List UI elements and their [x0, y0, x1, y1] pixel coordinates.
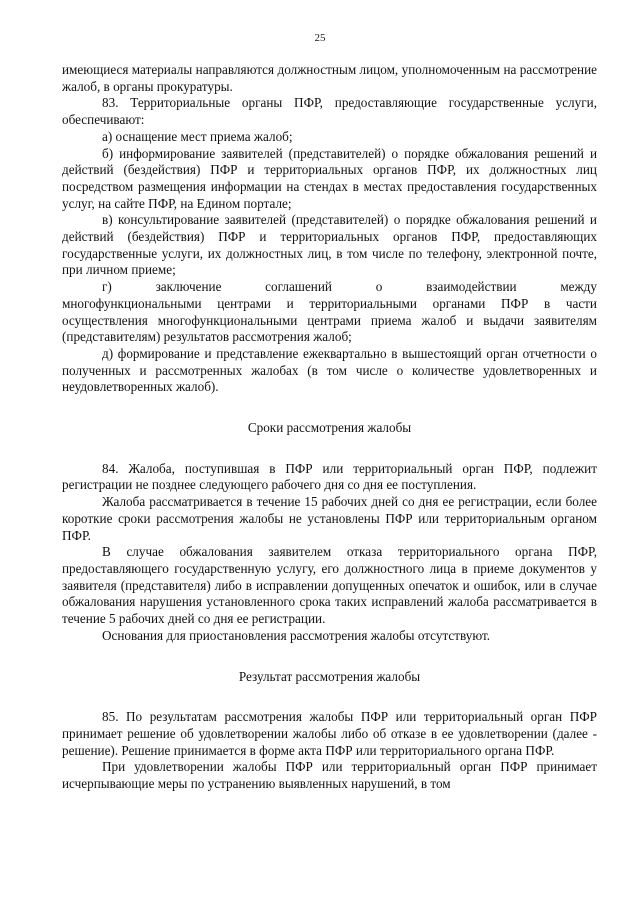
paragraph-continuation: имеющиеся материалы направляются должностным лицом, уполномоченным на рассмотрение жалоб, в органы прокуратуры.	[62, 62, 597, 94]
word: г)	[102, 279, 112, 295]
word: заключение	[155, 279, 222, 295]
paragraph-84-term: Жалоба рассматривается в течение 15 рабочих дней со дня ее регистрации, если более короткие сроки рассмотрения жалобы не установлены ПФР или территориальным органом ПФР.	[62, 494, 597, 543]
paragraph-84-refusal: В случае обжалования заявителем отказа территориального органа ПФР, предоставляющего государственную услугу, его должностного лица в приеме документов у заявителя (представителя) либо в исправлении допущенных опечаток и ошибок, или в случае обжалования нарушения установленного срока таких исправлений жалоба рассматривается в течение 5 рабочих дней со дня ее регистрации.	[62, 544, 597, 627]
page-number: 25	[314, 32, 326, 44]
word: взаимодействии	[426, 279, 517, 295]
section-heading-result: Результат рассмотрения жалобы	[238, 668, 421, 684]
document-body	[62, 62, 597, 793]
paragraph-83-d: д) формирование и представление ежеквартально в вышестоящий орган отчетности о полученных и рассмотренных жалобах (в том числе о количестве удовлетворенных и неудовлетворенных жалоб).	[62, 345, 597, 395]
section-heading-deadlines: Сроки рассмотрения жалобы	[247, 420, 412, 436]
paragraph-83: 83. Территориальные органы ПФР, предоставляющие государственные услуги, обеспечивают:	[62, 95, 597, 128]
paragraph-85: 85. По результатам рассмотрения жалобы ПФР или территориальный орган ПФР принимает решение об удовлетворении жалобы либо об отказе в ее удовлетворении (далее - решение). Решение принимается в форме акта ПФР или территориального органа ПФР.	[62, 709, 597, 758]
paragraph-85-satisfaction: При удовлетворении жалобы ПФР или территориальный орган ПФР принимает исчерпывающие меры по устранению выявленных нарушений, в том	[62, 759, 597, 792]
paragraph-84: 84. Жалоба, поступившая в ПФР или территориальный орган ПФР, подлежит регистрации не позднее следующего рабочего дня со дня ее поступления.	[62, 460, 597, 493]
word: соглашений	[265, 279, 332, 295]
paragraph-84-grounds: Основания для приостановления рассмотрения жалобы отсутствуют.	[102, 627, 491, 643]
word: о	[375, 279, 383, 295]
paragraph-83-v: в) консультирование заявителей (представителей) о порядке обжалования решений и действий (бездействия) ПФР и территориальных органов ПФР, предоставляющих государственные услуги, их должностных лиц, в том числе по телефону, электронной почте, при личном приеме;	[62, 212, 597, 278]
paragraph-83-a: а) оснащение мест приема жалоб;	[102, 128, 293, 144]
paragraph-83-g-first-line	[62, 279, 597, 296]
word: между	[560, 279, 597, 295]
paragraph-83-g-rest: многофункциональными центрами и территориальными органами ПФР в части осуществления многофункциональными центрами приема жалоб и выдачи заявителям (представителям) результатов рассмотрения жалоб;	[62, 295, 597, 345]
paragraph-83-b: б) информирование заявителей (представителей) о порядке обжалования решений и действий (бездействия) ПФР и территориальных органов ПФР, их должностных лиц посредством размещения информации на стендах в местах предоставления государственных услуг, на сайте ПФР, на Едином портале;	[62, 145, 597, 211]
